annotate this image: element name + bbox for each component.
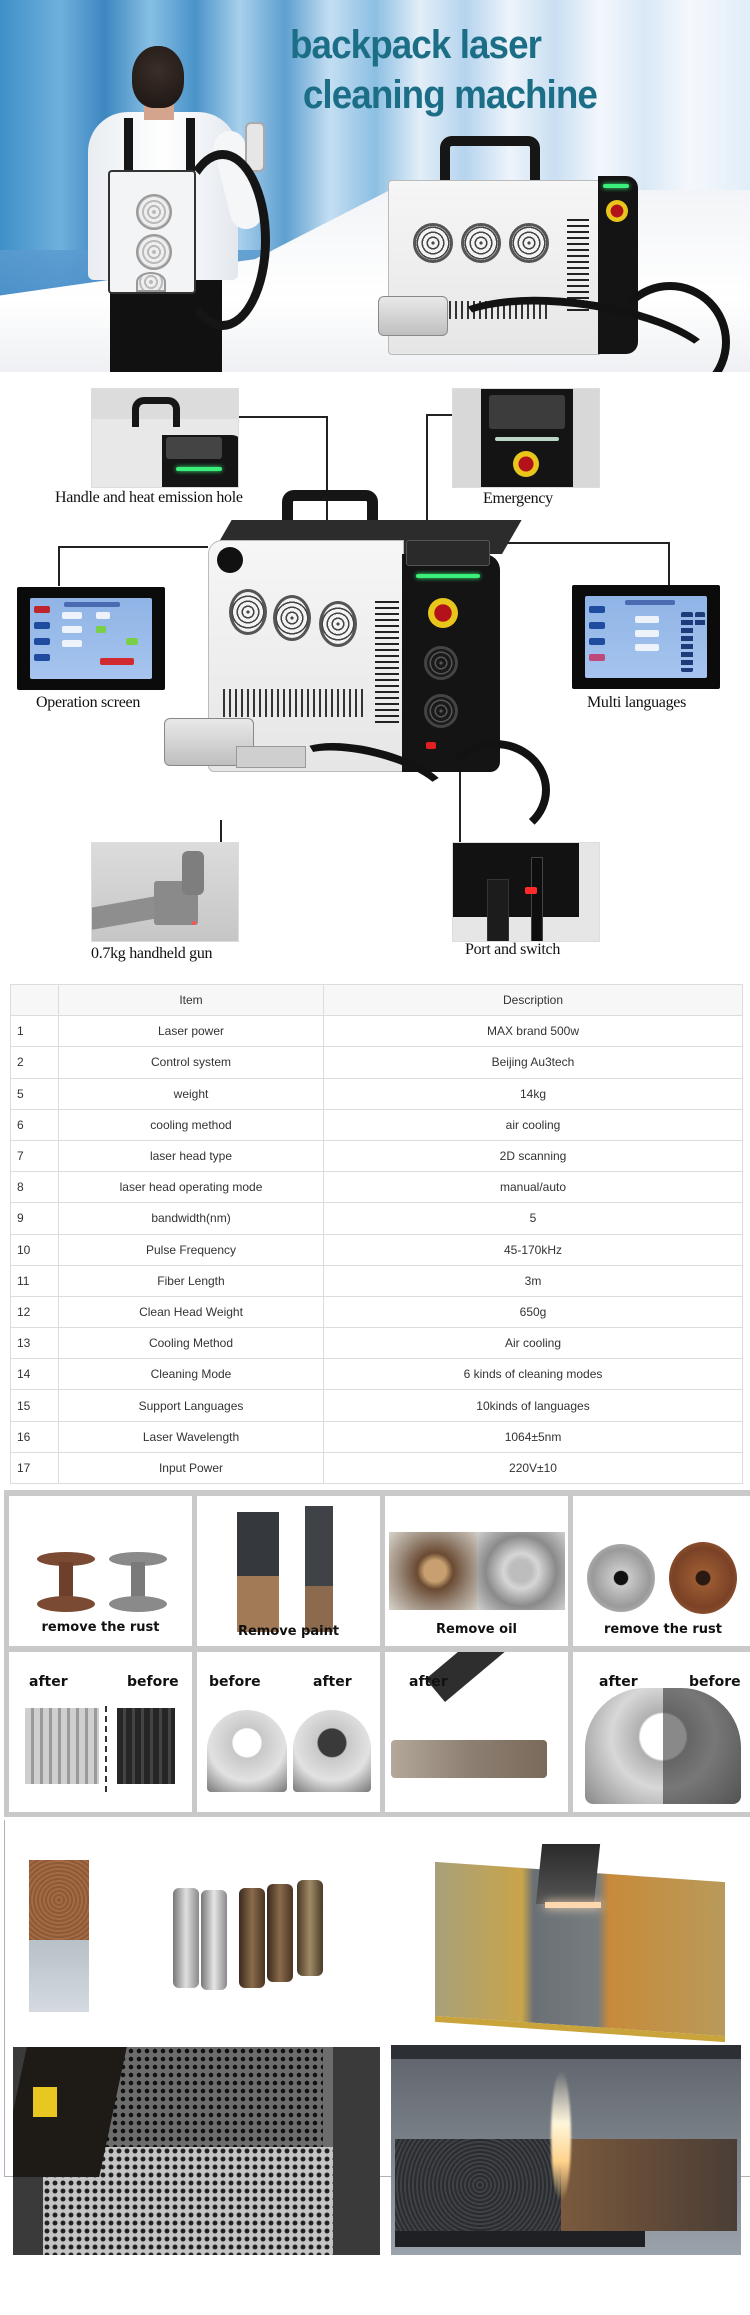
hero-title-line1: backpack laser: [290, 23, 542, 67]
row-number: 14: [11, 1359, 59, 1390]
row-description: air cooling: [324, 1109, 743, 1140]
table-row: [11, 1172, 743, 1203]
row-description: 3m: [324, 1265, 743, 1296]
callout-label-emergency: Emergency: [483, 490, 553, 507]
row-description: 1064±5nm: [324, 1421, 743, 1452]
connector-line: [426, 414, 454, 416]
gallery-cell-cylinder-2: [197, 1652, 380, 1812]
connector-line: [58, 546, 208, 548]
port-switch-thumbnail: [452, 842, 600, 942]
column-header-item: Item: [59, 985, 324, 1016]
cleaning-samples-photos: [4, 1820, 750, 2177]
row-description: 5: [324, 1203, 743, 1234]
row-number: 7: [11, 1140, 59, 1171]
row-number: 17: [11, 1452, 59, 1483]
row-item: Laser power: [59, 1016, 324, 1047]
laser-beam-cleaning-photo: [391, 2045, 741, 2255]
handle-thumbnail: [91, 388, 239, 488]
connector-line: [58, 546, 60, 586]
before-label: before: [127, 1674, 179, 1690]
table-row: [11, 1328, 743, 1359]
table-row: [11, 1452, 743, 1483]
row-item: laser head operating mode: [59, 1172, 324, 1203]
operation-screen-thumbnail: [17, 587, 165, 690]
table-row: [11, 1140, 743, 1171]
column-header-no: [11, 985, 59, 1016]
after-label: after: [409, 1674, 448, 1690]
gallery-caption: remove the rust: [41, 1620, 160, 1635]
row-description: 14kg: [324, 1078, 743, 1109]
row-number: 9: [11, 1203, 59, 1234]
table-row: [11, 1390, 743, 1421]
row-number: 8: [11, 1172, 59, 1203]
row-description: 650g: [324, 1296, 743, 1327]
table-row: [11, 1296, 743, 1327]
row-description: 2D scanning: [324, 1140, 743, 1171]
after-label: after: [29, 1674, 68, 1690]
column-header-description: Description: [324, 985, 743, 1016]
row-item: Fiber Length: [59, 1265, 324, 1296]
perforated-sheet-cleaning-photo: [13, 2047, 380, 2255]
row-number: 13: [11, 1328, 59, 1359]
row-description: MAX brand 500w: [324, 1016, 743, 1047]
row-description: manual/auto: [324, 1172, 743, 1203]
before-label: before: [505, 1708, 557, 1724]
after-label: after: [599, 1674, 638, 1690]
table-row: [11, 1078, 743, 1109]
cleaned-plate-sample: [29, 1940, 89, 2012]
table-row: [11, 1234, 743, 1265]
table-row: [11, 1016, 743, 1047]
gallery-cell-paint: [197, 1496, 380, 1646]
before-label: before: [689, 1674, 741, 1690]
row-item: Cooling Method: [59, 1328, 324, 1359]
row-item: Pulse Frequency: [59, 1234, 324, 1265]
gallery-cell-rust-discs: [573, 1496, 750, 1646]
connector-line: [668, 542, 670, 586]
row-item: Input Power: [59, 1452, 324, 1483]
row-item: laser head type: [59, 1140, 324, 1171]
before-label: before: [209, 1674, 261, 1690]
gallery-cell-cylinder-3: [573, 1652, 750, 1812]
handheld-gun-thumbnail: [91, 842, 239, 942]
connector-line: [238, 416, 328, 418]
after-label: after: [313, 1674, 352, 1690]
row-number: 10: [11, 1234, 59, 1265]
table-row: [11, 1421, 743, 1452]
row-item: weight: [59, 1078, 324, 1109]
row-description: 45-170kHz: [324, 1234, 743, 1265]
hero-title: [290, 20, 621, 120]
row-number: 12: [11, 1296, 59, 1327]
table-row: [11, 1359, 743, 1390]
laser-beam: [545, 1902, 601, 1908]
row-item: Clean Head Weight: [59, 1296, 324, 1327]
row-item: cooling method: [59, 1109, 324, 1140]
row-number: 6: [11, 1109, 59, 1140]
callout-label-port-switch: Port and switch: [465, 941, 561, 958]
row-item: Cleaning Mode: [59, 1359, 324, 1390]
gallery-cell-rust-spools: [9, 1496, 192, 1646]
gallery-caption: Remove oil: [436, 1622, 517, 1637]
hero-title-line2: cleaning machine: [302, 73, 597, 117]
rust-plate-sample: [29, 1860, 89, 1940]
callout-label-multi-languages: Multi languages: [587, 694, 687, 711]
table-row: [11, 1265, 743, 1296]
gallery-caption: Remove paint: [237, 1624, 340, 1639]
row-item: Support Languages: [59, 1390, 324, 1421]
cleaning-results-gallery: [4, 1490, 750, 1817]
gallery-cell-oil: [385, 1496, 568, 1646]
gallery-caption: remove the rust: [604, 1622, 722, 1637]
row-item: bandwidth(nm): [59, 1203, 324, 1234]
row-description: 6 kinds of cleaning modes: [324, 1359, 743, 1390]
row-description: 10kinds of languages: [324, 1390, 743, 1421]
table-row: [11, 1047, 743, 1078]
gallery-cell-cylinder-1: [9, 1652, 192, 1812]
row-number: 15: [11, 1390, 59, 1421]
row-number: 16: [11, 1421, 59, 1452]
row-description: Air cooling: [324, 1328, 743, 1359]
laser-nozzle: [536, 1844, 600, 1904]
emergency-thumbnail: [452, 388, 600, 488]
row-item: Laser Wavelength: [59, 1421, 324, 1452]
spec-table: [10, 984, 743, 1484]
table-row: [11, 1109, 743, 1140]
row-item: Control system: [59, 1047, 324, 1078]
row-number: 11: [11, 1265, 59, 1296]
row-number: 1: [11, 1016, 59, 1047]
row-number: 5: [11, 1078, 59, 1109]
table-row: [11, 1203, 743, 1234]
table-header-row: [11, 985, 743, 1016]
row-number: 2: [11, 1047, 59, 1078]
hero-banner: [0, 0, 750, 372]
row-description: 220V±10: [324, 1452, 743, 1483]
callout-label-operation-screen: Operation screen: [36, 694, 141, 711]
callout-label-handle: Handle and heat emission hole: [55, 489, 243, 506]
callout-label-handheld-gun: 0.7kg handheld gun: [91, 945, 213, 962]
gallery-cell-bracket: [385, 1652, 568, 1812]
multi-language-screen-thumbnail: [572, 585, 720, 689]
row-description: Beijing Au3tech: [324, 1047, 743, 1078]
